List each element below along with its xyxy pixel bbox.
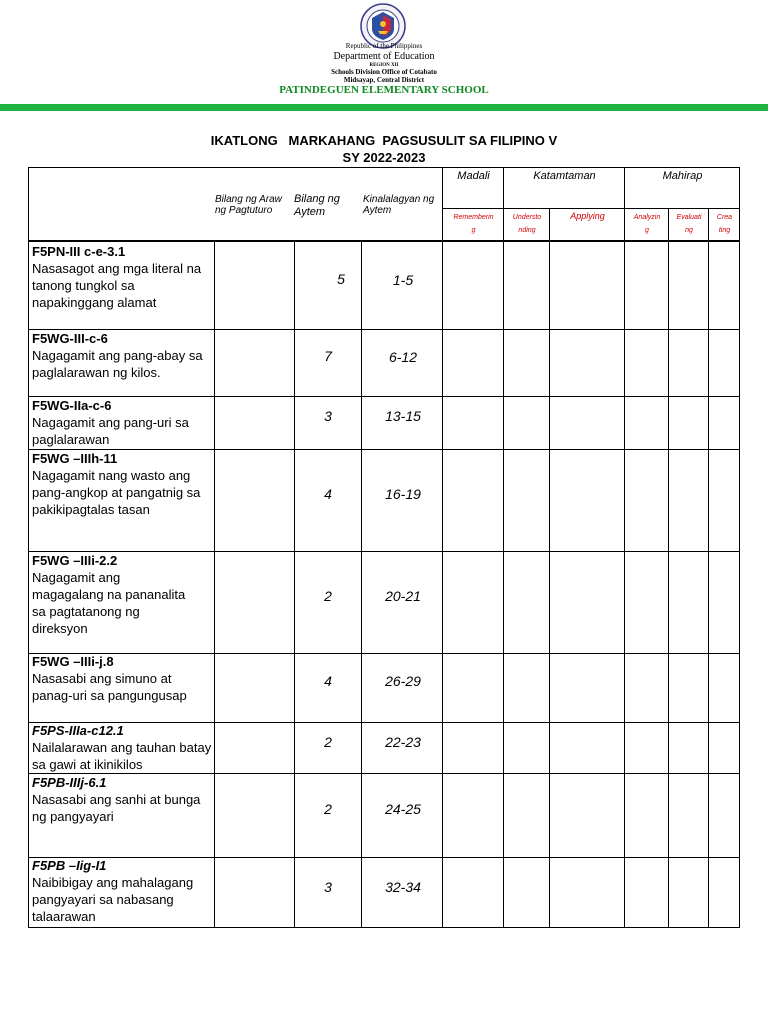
level-evaluating-line1: Evaluati [676,214,702,221]
competency-code: F5WG –IIIi-2.2 [32,553,118,568]
item-location: 26-29 [385,673,421,689]
col-divider [624,167,625,928]
table-border-top [28,167,740,168]
col-divider [708,208,709,928]
item-location: 13-15 [385,408,421,424]
table-row [28,552,740,654]
item-count: 3 [324,879,332,895]
level-remembering-line1: Rememberin [453,214,494,221]
row-divider [28,857,740,858]
item-location: 16-19 [385,486,421,502]
col-divider [442,167,443,928]
row-divider [28,722,740,723]
level-remembering-line2: g [471,227,476,234]
republic-line: Republic of the Philippines [345,42,423,50]
table-border-right [739,167,740,928]
table-row [28,654,740,723]
competency-code: F5WG –IIIi-j.8 [32,654,114,669]
item-count: 4 [324,486,332,502]
table-border-left [28,167,29,928]
level-creating [709,211,740,237]
item-count: 2 [324,734,332,750]
competency-cell [32,451,202,518]
competency-cell [32,654,212,704]
level-analyzing [625,211,669,237]
item-location: 22-23 [385,734,421,750]
col-divider [294,241,295,928]
level-evaluating [669,211,709,237]
item-count: 4 [324,673,332,689]
school-name: PATINDEGUEN ELEMENTARY SCHOOL [279,84,489,96]
competency-cell [32,398,212,448]
group-katamtaman: Katamtaman [533,170,596,182]
item-count: 7 [324,348,332,364]
row-divider [28,396,740,397]
table-border-bottom [28,927,740,928]
level-understanding-line1: Understo [512,214,542,221]
competency-cell [32,723,217,773]
item-count: 2 [324,801,332,817]
region-line: REGION XII [369,63,399,68]
item-location: 24-25 [385,801,421,817]
competency-code: F5PB –Iig-I1 [32,858,107,873]
row-divider [28,773,740,774]
col-divider [668,208,669,928]
col-header-location: Kinalalagyan ng Aytem [363,194,435,216]
table-row [28,397,740,450]
competency-description: Nagagamit nang wasto ang pang-angkop at pangatnig sa pakikipagtalas tasan [32,468,201,517]
competency-description: Nasasabi ang simuno at panag-uri sa pangungusap [32,671,187,703]
competency-cell [32,244,212,311]
level-analyzing-line1: Analyzin [633,214,661,221]
level-applying-line1: Applying [570,211,605,221]
competency-code: F5WG-III-c-6 [32,331,108,346]
district-line: Midsayap, Central District [343,76,425,84]
competency-description: Naibibigay ang mahalagang pangyayari sa nabasang talaarawan [32,875,194,924]
row-divider [28,329,740,330]
level-evaluating-line2: ng [685,227,693,234]
department-line: Department of Education [333,51,435,62]
group-header-rule [443,208,740,209]
level-analyzing-line2: g [645,227,649,234]
col-divider [361,241,362,928]
group-mahirap: Mahirap [662,170,703,182]
competency-description: Nagagamit ang pang-abay sa paglalarawan ng kilos. [32,348,203,380]
level-understanding [504,211,550,237]
competency-code: F5PB-IIIj-6.1 [32,775,107,790]
division-line: Schools Division Office of Cotabato [331,68,437,76]
level-creating-line2: ting [718,227,731,234]
table-row [28,450,740,552]
table-row [28,723,740,774]
competency-code: F5WG-IIa-c-6 [32,398,112,413]
competency-description: Nasasabi ang sanhi at bunga ng pangyayari [32,792,201,824]
table-row [28,330,740,397]
col-divider [214,241,215,928]
competency-description: Nailalarawan ang tauhan batay sa gawi at ikinikilos [32,740,212,772]
col-header-items: Bilang ng Aytem [294,193,340,218]
header-bottom-rule [28,240,740,242]
item-location: 32-34 [385,879,421,895]
competency-description: Nasasagot ang mga literal na tanong tungkol sa napakinggang alamat [32,261,202,310]
competency-code: F5WG –IIIh-11 [32,451,118,466]
item-count: 2 [324,588,332,604]
col-header-days: Bilang ng Araw ng Pagtuturo [215,194,282,216]
row-divider [28,449,740,450]
competency-description: Nagagamit ang magagalang na pananalita sa pagtatanong ng direksyon [32,570,186,636]
col-divider [503,167,504,928]
item-count: 5 [337,271,345,287]
competency-description: Nagagamit ang pang-uri sa paglalarawan [32,415,189,447]
item-location: 6-12 [388,349,418,365]
competency-cell [32,775,212,825]
competency-cell [32,553,192,637]
table-row [28,241,740,330]
level-remembering [443,211,504,237]
item-location: 1-5 [392,272,414,288]
level-understanding-line2: nding [518,227,536,234]
group-madali: Madali [457,170,490,182]
item-count: 3 [324,408,332,424]
exam-title: IKATLONG MARKAHANG PAGSUSULIT SA FILIPINO V [210,133,558,148]
level-creating-line1: Crea [716,214,733,221]
competency-cell [32,858,217,925]
competency-code: F5PN-III c-e-3.1 [32,244,126,259]
header-divider [0,104,768,111]
competency-code: F5PS-IIIa-c12.1 [32,723,124,738]
table-row [28,774,740,858]
item-location: 20-21 [385,588,421,604]
competency-cell [32,331,212,381]
row-divider [28,551,740,552]
level-applying [550,211,625,222]
row-divider [28,653,740,654]
specification-table [28,167,740,928]
col-divider [549,208,550,928]
table-row [28,858,740,928]
school-year: SY 2022-2023 [342,150,426,165]
